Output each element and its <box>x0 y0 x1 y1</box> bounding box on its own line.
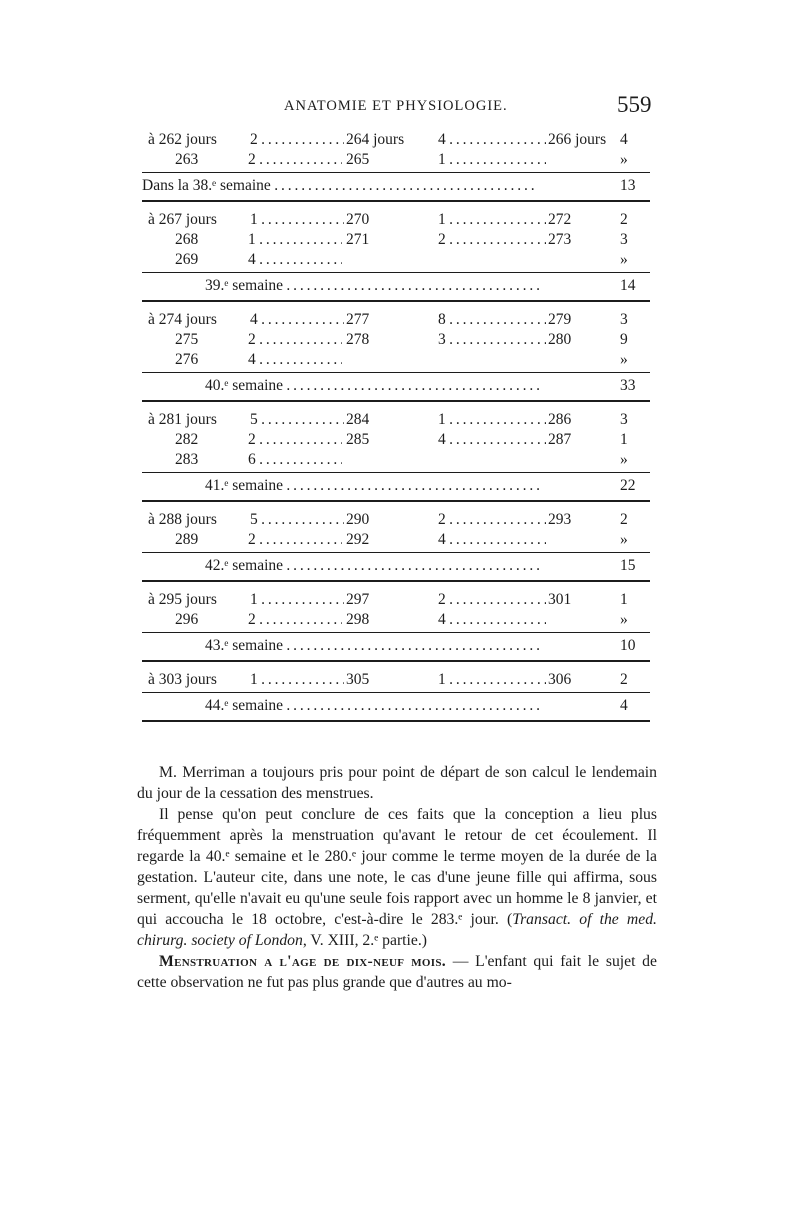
count-cell: » <box>620 611 628 628</box>
count-cell: 2 . . . <box>250 130 344 150</box>
count-cell: 3 <box>620 231 628 248</box>
count-cell: 2 . . . <box>438 510 546 530</box>
body-text <box>137 762 657 993</box>
week-total: 13 <box>620 177 636 194</box>
count-cell: 5 . . . <box>250 510 344 530</box>
count-cell: » <box>620 151 628 168</box>
week-total: 15 <box>620 557 636 574</box>
day-cell: 284 <box>346 411 370 428</box>
day-cell: 297 <box>346 591 370 608</box>
count-cell: 2 <box>620 671 628 688</box>
day-cell: 290 <box>346 511 370 528</box>
count-cell: » <box>620 251 628 268</box>
week-label: 41.ᵉ semaine . . . <box>205 476 540 496</box>
rule <box>594 692 650 693</box>
count-cell: 8 . . . <box>438 310 546 330</box>
day-cell: 285 <box>346 431 370 448</box>
count-cell: 1 <box>620 431 628 448</box>
table-row <box>0 330 800 350</box>
table-row <box>0 130 800 150</box>
table-row <box>0 250 800 270</box>
count-cell: 1 . . . <box>250 210 344 230</box>
week-total: 14 <box>620 277 636 294</box>
day-cell: 269 <box>175 251 199 268</box>
week-total: 4 <box>620 697 628 714</box>
day-cell: 265 <box>346 151 370 168</box>
count-cell: » <box>620 351 628 368</box>
day-cell: 271 <box>346 231 370 248</box>
rule <box>594 172 650 173</box>
day-cell: 268 <box>175 231 199 248</box>
count-cell: 4 <box>620 131 628 148</box>
table-row <box>0 590 800 610</box>
table-row <box>0 510 800 530</box>
rule <box>142 200 650 202</box>
count-cell: 2 <box>620 211 628 228</box>
count-cell: 2 . . . <box>248 150 342 170</box>
paragraph-conception <box>137 804 657 951</box>
week-total: 22 <box>620 477 636 494</box>
count-cell: 3 <box>620 311 628 328</box>
day-cell: 264 jours <box>346 131 405 148</box>
day-cell: 301 <box>548 591 572 608</box>
rule <box>142 580 650 582</box>
count-cell: 3 <box>620 411 628 428</box>
count-cell: 1 . . . <box>438 410 546 430</box>
day-cell: à 262 jours <box>148 131 217 148</box>
rule <box>142 500 650 502</box>
rule <box>142 720 650 722</box>
day-cell: 278 <box>346 331 370 348</box>
day-cell: 286 <box>548 411 572 428</box>
count-cell: 3 . . . <box>438 330 546 350</box>
rule <box>142 172 600 173</box>
count-cell: 4 . . . <box>248 250 342 270</box>
table-row <box>0 450 800 470</box>
week-label: 43.ᵉ semaine . . . <box>205 636 540 656</box>
paragraph-conception-text: Il pense qu'on peut conclure de ces faits que la conception a lieu plus fréquemment après la menstruation qu'avant le retour de cet écoulement. Il regarde la 40.ᵉ semaine et le 280.ᵉ jour comme le terme moyen de la durée de la gestation. L'auteur cite, dans une note, le cas d'une jeune fille qui affirma, sous serment, qu'elle n'avait eu qu'une seule fois rapport avec un homme le 8 janvier, et qui accoucha le 18 octobre, c'est-à-dire le 283.ᵉ jour. ( <box>137 806 657 928</box>
week-label: 42.ᵉ semaine . . . <box>205 556 540 576</box>
paragraph-merriman: M. Merriman a toujours pris pour point de départ de son calcul le lendemain du jour de la cessation des menstrues. <box>137 764 657 802</box>
week-total: 33 <box>620 377 636 394</box>
rule <box>142 660 650 662</box>
rule <box>594 372 650 373</box>
day-cell: 266 jours <box>548 131 607 148</box>
day-cell: 283 <box>175 451 199 468</box>
day-cell: 279 <box>548 311 572 328</box>
count-cell: 4 . . . <box>438 430 546 450</box>
count-cell: 2 . . . <box>438 230 546 250</box>
paragraph-menstruation <box>137 951 657 993</box>
table-row <box>0 670 800 690</box>
count-cell: 2 <box>620 511 628 528</box>
count-cell: 4 . . . <box>248 350 342 370</box>
rule <box>142 692 600 693</box>
day-cell: 306 <box>548 671 572 688</box>
day-cell: 292 <box>346 531 370 548</box>
day-cell: à 295 jours <box>148 591 217 608</box>
rule <box>142 552 600 553</box>
count-cell: 2 . . . <box>248 530 342 550</box>
day-cell: 298 <box>346 611 370 628</box>
table-row <box>0 530 800 550</box>
day-cell: 263 <box>175 151 199 168</box>
day-cell: 293 <box>548 511 572 528</box>
count-cell: 2 . . . <box>248 610 342 630</box>
section-heading: Menstruation a l'age de dix-neuf mois. <box>159 953 446 970</box>
rule <box>594 632 650 633</box>
rule <box>594 552 650 553</box>
count-cell: 1 . . . <box>438 150 546 170</box>
table-row <box>0 210 800 230</box>
count-cell: 2 . . . <box>438 590 546 610</box>
count-cell: 4 . . . <box>438 530 546 550</box>
day-cell: 282 <box>175 431 199 448</box>
table-row <box>0 610 800 630</box>
count-cell: 1 . . . <box>250 670 344 690</box>
day-cell: 289 <box>175 531 199 548</box>
week-label: 40.ᵉ semaine . . . <box>205 376 540 396</box>
rule <box>594 472 650 473</box>
week-label: Dans la 38.ᵉ semaine . . . <box>142 176 540 196</box>
count-cell: 9 <box>620 331 628 348</box>
table-row <box>0 230 800 250</box>
day-cell: 280 <box>548 331 572 348</box>
day-cell: 287 <box>548 431 572 448</box>
day-cell: à 274 jours <box>148 311 217 328</box>
count-cell: 1 . . . <box>248 230 342 250</box>
rule <box>594 272 650 273</box>
count-cell: 1 . . . <box>438 210 546 230</box>
count-cell: » <box>620 531 628 548</box>
count-cell: 4 . . . <box>438 130 546 150</box>
table-row <box>0 150 800 170</box>
day-cell: à 288 jours <box>148 511 217 528</box>
count-cell: 6 . . . <box>248 450 342 470</box>
week-total: 10 <box>620 637 636 654</box>
count-cell: 1 <box>620 591 628 608</box>
table-row <box>0 310 800 330</box>
day-cell: 275 <box>175 331 199 348</box>
table-row <box>0 430 800 450</box>
citation-title: Transact. of the med. chirurg. society of London <box>137 911 657 949</box>
count-cell: 4 . . . <box>250 310 344 330</box>
citation-volume: , V. XIII, 2.ᵉ partie.) <box>302 932 427 949</box>
day-cell: 296 <box>175 611 199 628</box>
day-cell: à 267 jours <box>148 211 217 228</box>
rule <box>142 372 600 373</box>
rule <box>142 632 600 633</box>
count-cell: 5 . . . <box>250 410 344 430</box>
day-cell: à 281 jours <box>148 411 217 428</box>
rule <box>142 400 650 402</box>
day-cell: 273 <box>548 231 572 248</box>
day-cell: à 303 jours <box>148 671 217 688</box>
count-cell: 1 . . . <box>250 590 344 610</box>
week-label: 44.ᵉ semaine . . . <box>205 696 540 716</box>
rule <box>142 300 650 302</box>
running-header: ANATOMIE ET PHYSIOLOGIE. <box>284 98 508 114</box>
day-cell: 305 <box>346 671 370 688</box>
count-cell: 2 . . . <box>248 330 342 350</box>
rule <box>142 272 600 273</box>
count-cell: 2 . . . <box>248 430 342 450</box>
day-cell: 270 <box>346 211 370 228</box>
day-cell: 272 <box>548 211 572 228</box>
day-cell: 276 <box>175 351 199 368</box>
count-cell: 4 . . . <box>438 610 546 630</box>
count-cell: » <box>620 451 628 468</box>
rule <box>142 472 600 473</box>
page-number: 559 <box>617 92 652 117</box>
count-cell: 1 . . . <box>438 670 546 690</box>
day-cell: 277 <box>346 311 370 328</box>
week-label: 39.ᵉ semaine . . . <box>205 276 540 296</box>
table-row <box>0 410 800 430</box>
table-row <box>0 350 800 370</box>
section-body: — L'enfant qui fait le sujet de cette observation ne fut pas plus grande que d'autres au mo- <box>137 953 657 991</box>
